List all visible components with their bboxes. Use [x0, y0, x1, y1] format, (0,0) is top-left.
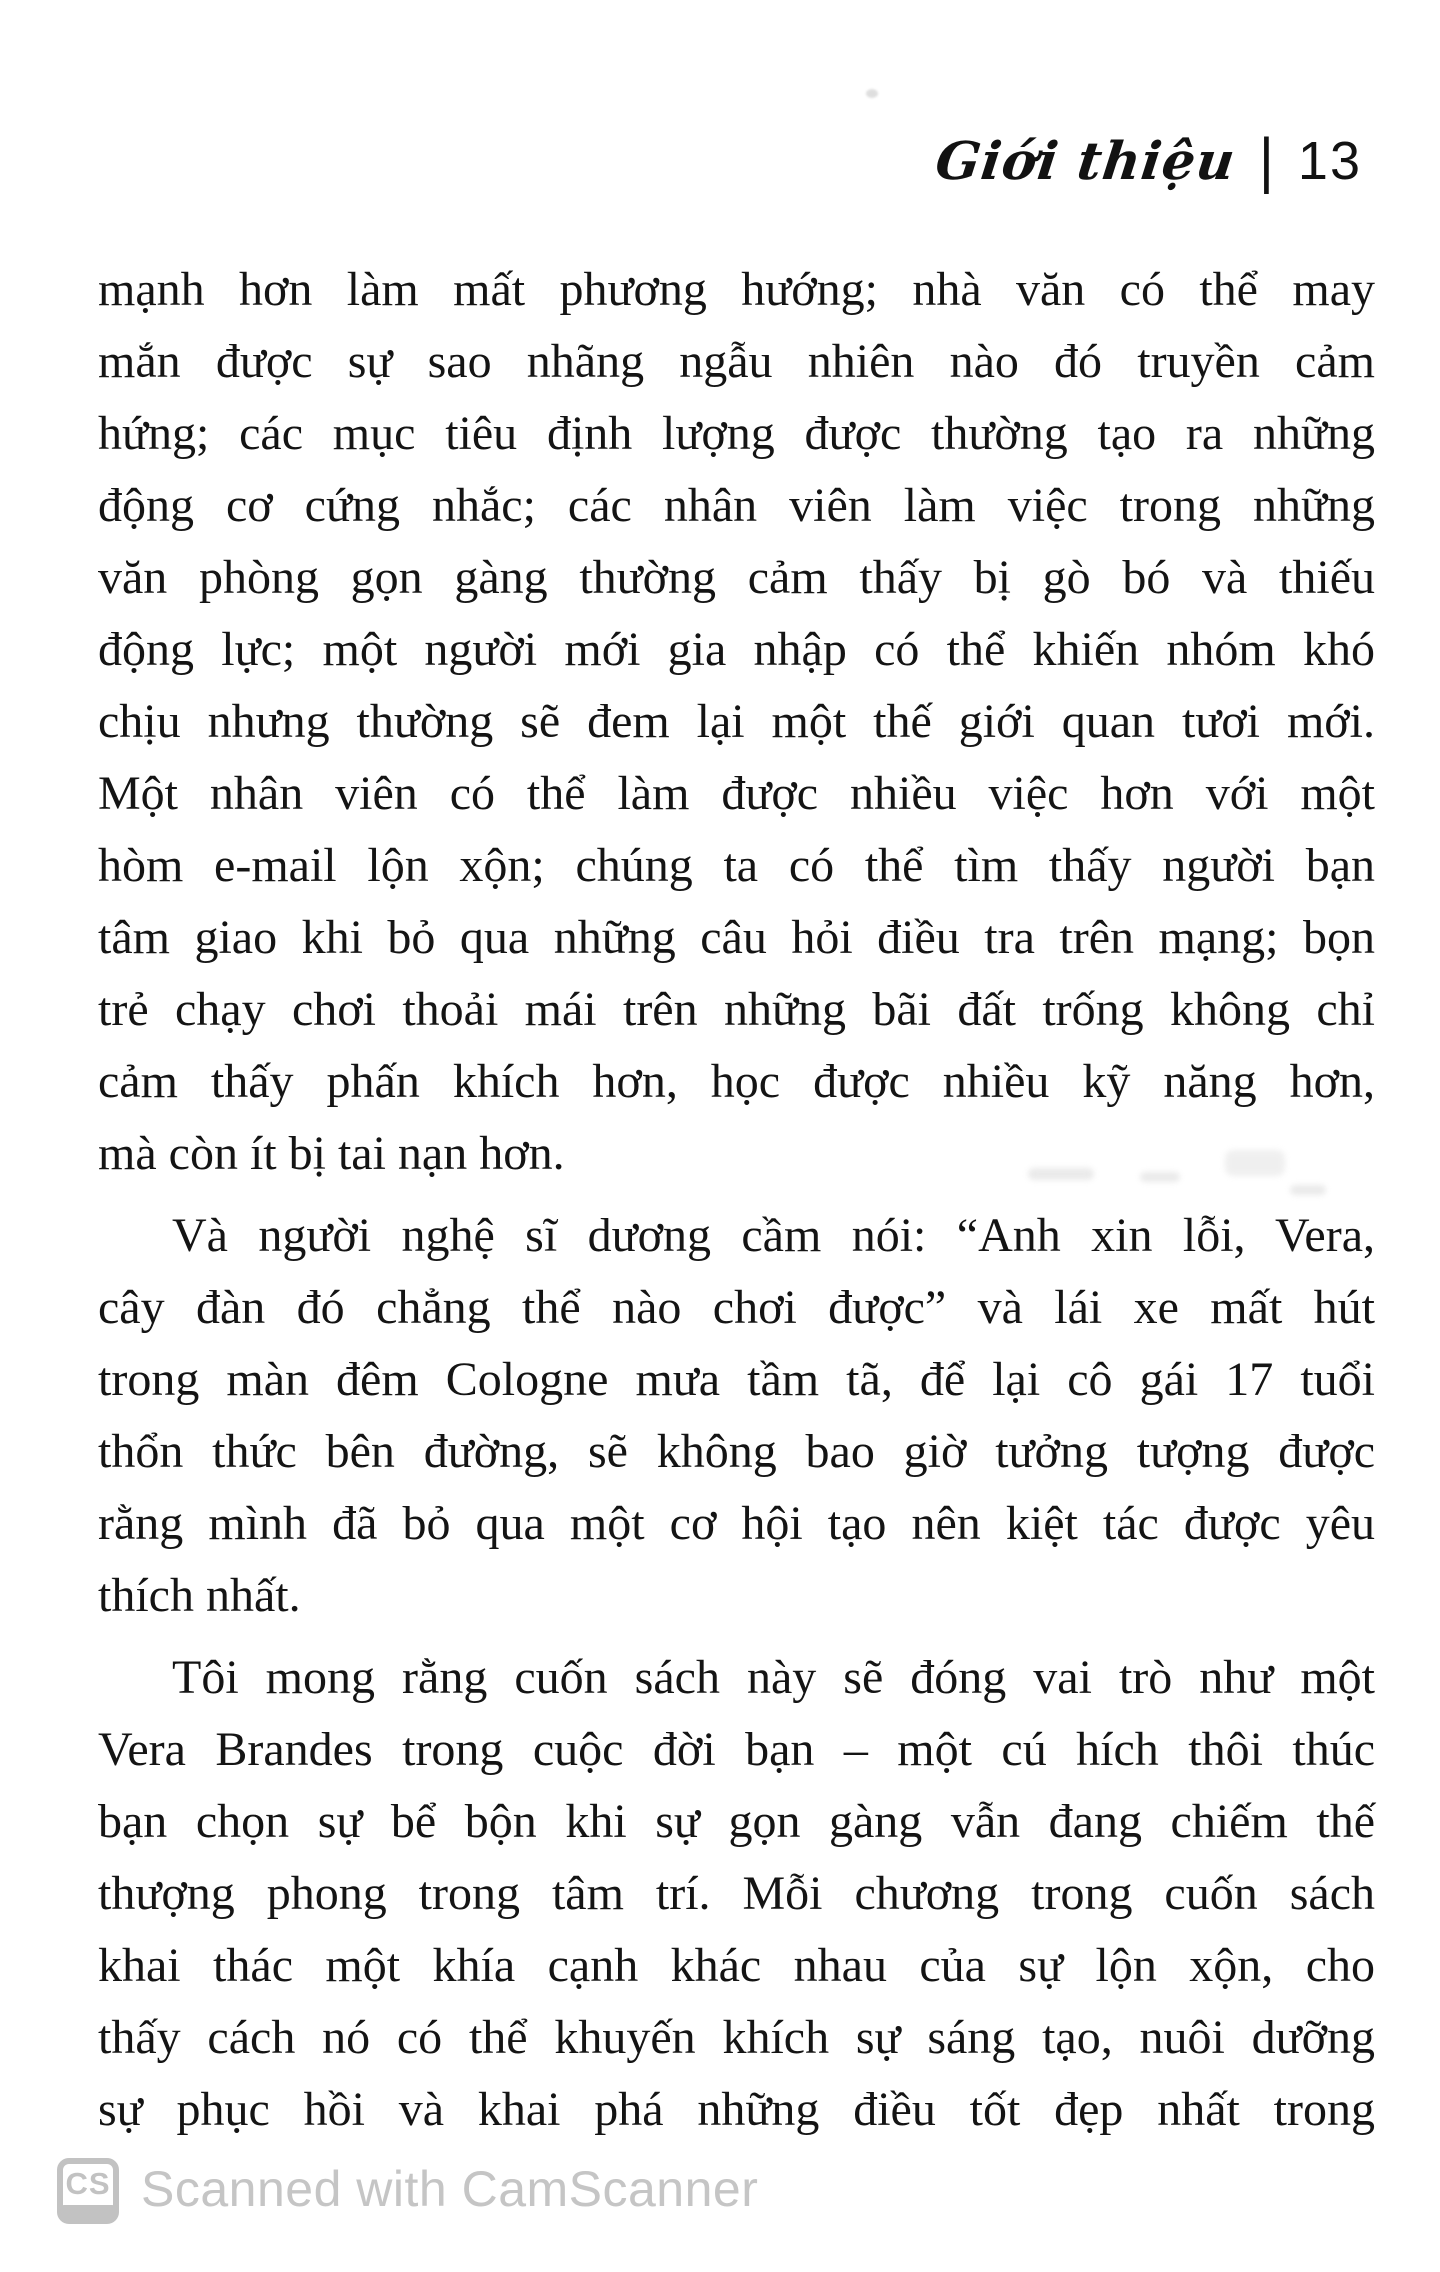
scan-smudge: [1225, 1150, 1285, 1176]
camscanner-logo: [57, 2158, 119, 2224]
paragraph: [98, 1200, 1375, 1632]
text-line: khai thác một khía cạnh khác nhau của sự lộn xộn, cho: [98, 1939, 1375, 1992]
camscanner-logo-letters: CS: [65, 2166, 111, 2201]
scan-smudge: [1290, 1185, 1326, 1195]
text-line: sự phục hồi và khai phá những điều tốt đẹp nhất trong: [98, 2083, 1375, 2136]
text-line: hòm e-mail lộn xộn; chúng ta có thể tìm thấy người bạn: [98, 839, 1375, 892]
text-line: Một nhân viên có thể làm được nhiều việc hơn với một: [98, 767, 1375, 820]
text-line: hứng; các mục tiêu định lượng được thường tạo ra những: [98, 407, 1375, 460]
text-line: cảm thấy phấn khích hơn, học được nhiều kỹ năng hơn,: [98, 1055, 1375, 1108]
text-line: thấy cách nó có thể khuyến khích sự sáng tạo, nuôi dưỡng: [98, 2011, 1375, 2064]
scan-speck: [866, 89, 878, 98]
paragraph: [98, 1642, 1375, 2146]
scan-smudge: [1028, 1168, 1094, 1180]
paragraph: [98, 254, 1375, 1190]
page-number: 13: [1297, 131, 1362, 191]
body-text: [98, 254, 1375, 2146]
text-line: trong màn đêm Cologne mưa tầm tã, để lại cô gái 17 tuổi: [98, 1353, 1375, 1406]
text-line: động cơ cứng nhắc; các nhân viên làm việc trong những: [98, 479, 1375, 532]
text-line: trẻ chạy chơi thoải mái trên những bãi đất trống không chỉ: [98, 983, 1375, 1036]
text-line: văn phòng gọn gàng thường cảm thấy bị gò bó và thiếu: [98, 551, 1375, 604]
camscanner-logo-base: [62, 2205, 114, 2219]
text-line: động lực; một người mới gia nhập có thể khiến nhóm khó: [98, 623, 1375, 676]
section-title: Giới thiệu: [931, 130, 1239, 192]
text-line: mà còn ít bị tai nạn hơn.: [98, 1127, 565, 1180]
text-line: Vera Brandes trong cuộc đời bạn – một cú hích thôi thúc: [98, 1723, 1375, 1776]
text-line: cây đàn đó chẳng thể nào chơi được” và lái xe mất hút: [98, 1281, 1375, 1334]
text-line: chịu nhưng thường sẽ đem lại một thế giới quan tươi mới.: [98, 695, 1375, 748]
text-line: thượng phong trong tâm trí. Mỗi chương trong cuốn sách: [98, 1867, 1375, 1920]
text-line: tâm giao khi bỏ qua những câu hỏi điều tra trên mạng; bọn: [98, 911, 1375, 964]
text-line: Và người nghệ sĩ dương cầm nói: “Anh xin lỗi, Vera,: [172, 1209, 1375, 1262]
text-line: mắn được sự sao nhãng ngẫu nhiên nào đó truyền cảm: [98, 335, 1375, 388]
text-line: Tôi mong rằng cuốn sách này sẽ đóng vai trò như một: [172, 1651, 1375, 1704]
text-line: thích nhất.: [98, 1569, 301, 1622]
text-line: rằng mình đã bỏ qua một cơ hội tạo nên kiệt tác được yêu: [98, 1497, 1375, 1550]
header-separator: |: [1258, 126, 1274, 195]
camscanner-watermark-text: Scanned with CamScanner: [141, 2161, 759, 2217]
text-line: thổn thức bên đường, sẽ không bao giờ tưởng tượng được: [98, 1425, 1375, 1478]
scan-smudge: [1140, 1172, 1180, 1182]
text-line: bạn chọn sự bể bộn khi sự gọn gàng vẫn đang chiếm thế: [98, 1795, 1375, 1848]
text-line: mạnh hơn làm mất phương hướng; nhà văn có thể may: [98, 263, 1375, 316]
running-head: [931, 126, 1362, 195]
